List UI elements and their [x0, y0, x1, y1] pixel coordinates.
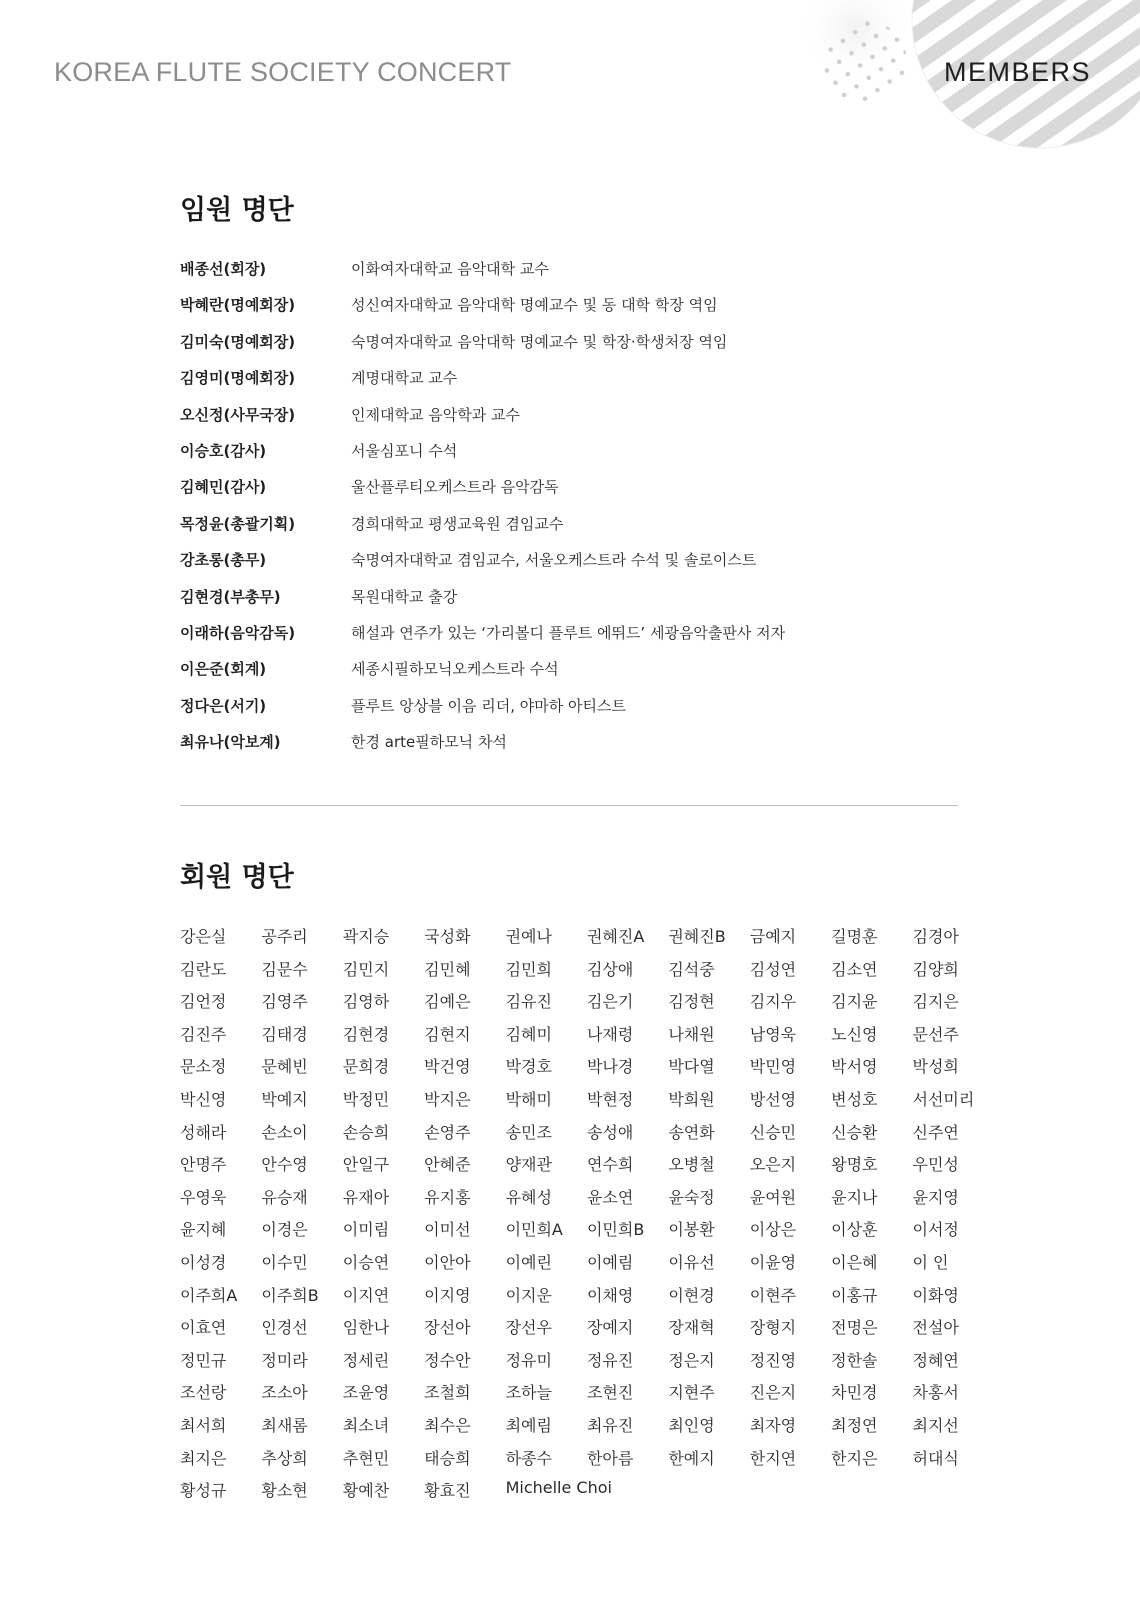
member-name: 황성규 [180, 1481, 227, 1501]
member-name: 정수안 [424, 1350, 471, 1370]
officer-name: 배종선(회장) [180, 260, 267, 278]
member-name: 한지은 [831, 1448, 878, 1468]
officer-row [180, 658, 1000, 694]
member-name: 윤숙정 [668, 1187, 715, 1207]
member-name: 박예지 [261, 1089, 308, 1109]
member-name: 박건영 [424, 1057, 471, 1077]
member-name: 길명훈 [831, 927, 878, 946]
member-name: 국성화 [424, 927, 471, 946]
member-name: 우민성 [912, 1155, 959, 1175]
officer-role: 목원대학교 출강 [351, 587, 458, 606]
member-name: 방선영 [749, 1089, 797, 1109]
member-name: 오은지 [749, 1155, 797, 1175]
member-name: 유재아 [342, 1187, 390, 1207]
officer-row [180, 731, 1000, 767]
member-name: 김민희 [505, 959, 552, 979]
member-name: 김란도 [180, 959, 227, 979]
member-name: 김영하 [342, 992, 390, 1012]
officer-name: 오신정(사무국장) [180, 405, 296, 424]
member-name: 권혜진A [586, 927, 645, 946]
section-tag: MEMBERS [944, 57, 1092, 87]
member-name: 정진영 [749, 1350, 797, 1370]
section-divider [180, 805, 958, 806]
member-name: 최예림 [505, 1415, 552, 1435]
member-name: 정혜연 [912, 1350, 959, 1370]
member-name: 최수은 [424, 1415, 471, 1435]
member-name: 박민영 [749, 1057, 797, 1077]
member-name: 이안아 [424, 1252, 471, 1272]
member-name: 박현정 [586, 1089, 634, 1109]
officer-name: 이래하(음악감독) [180, 623, 296, 642]
officer-row [180, 476, 1000, 512]
member-name: 이채영 [586, 1285, 634, 1305]
members-heading: 회원 명단 [180, 862, 294, 893]
member-name: 이지운 [505, 1285, 552, 1305]
officer-row [180, 695, 1000, 731]
officers-heading: 임원 명단 [180, 195, 294, 226]
member-name: 이유선 [668, 1252, 715, 1272]
member-name: 윤지나 [831, 1187, 878, 1207]
member-name: 전명은 [831, 1318, 878, 1338]
member-name: 유혜성 [505, 1187, 552, 1207]
member-name: 최자영 [749, 1415, 797, 1435]
member-name: 장형지 [749, 1318, 797, 1338]
member-name: 곽지승 [342, 927, 390, 946]
member-name: 우영욱 [180, 1187, 227, 1207]
member-name: 이봉환 [668, 1220, 715, 1240]
member-name: 변성호 [831, 1089, 878, 1109]
member-name: 김지은 [912, 992, 959, 1012]
officer-role: 서울심포니 수석 [351, 441, 458, 460]
member-name: 최새롬 [261, 1415, 308, 1435]
member-name: 윤소연 [586, 1187, 634, 1207]
member-name: 박지은 [424, 1089, 471, 1109]
page-header [0, 0, 1140, 150]
member-name: 조윤영 [342, 1383, 390, 1403]
member-name: 차민경 [831, 1383, 878, 1403]
member-name: 김혜미 [505, 1024, 552, 1044]
member-name: 김현경 [342, 1024, 390, 1044]
member-name: 조하늘 [505, 1383, 552, 1403]
member-name: 박경호 [505, 1057, 552, 1077]
member-name: 송성애 [586, 1122, 634, 1142]
member-name: 김문수 [261, 959, 308, 979]
member-name: 정한솔 [831, 1350, 878, 1370]
member-name: 공주리 [261, 927, 308, 946]
member-name: 이현경 [668, 1285, 715, 1305]
member-name: 차홍서 [912, 1383, 959, 1403]
member-name: 나채원 [668, 1024, 715, 1044]
member-name: 박다열 [668, 1057, 715, 1077]
officer-row [180, 294, 1000, 330]
member-name: 손소이 [261, 1122, 308, 1142]
officer-row [180, 440, 1000, 476]
member-name: 한아름 [586, 1448, 634, 1468]
member-name: 윤지영 [912, 1187, 959, 1207]
officer-row [180, 258, 1000, 294]
member-name: 이상은 [749, 1220, 797, 1240]
member-name: 이상훈 [831, 1220, 878, 1240]
member-name: 이화영 [912, 1285, 959, 1305]
member-name: 이주희A [180, 1285, 238, 1305]
officer-role: 성신여자대학교 음악대학 명예교수 및 동 대학 학장 역임 [351, 296, 718, 315]
officer-role: 계명대학교 교수 [351, 369, 458, 388]
concert-title: KOREA FLUTE SOCIETY CONCERT [54, 57, 512, 87]
officer-role: 울산플루티오케스트라 음악감독 [351, 478, 559, 497]
member-name: 전설아 [912, 1318, 959, 1338]
member-name: 정유진 [586, 1350, 634, 1370]
officer-name: 김현경(부총무) [180, 587, 281, 606]
member-name: 오병철 [668, 1155, 715, 1175]
officer-name: 박혜란(명예회장) [180, 296, 296, 315]
member-name: 최지은 [180, 1448, 227, 1468]
member-name: 김영주 [261, 992, 308, 1012]
member-name: 서선미리 [912, 1089, 975, 1109]
member-name: 인경선 [261, 1318, 308, 1338]
member-name: 안명주 [180, 1155, 227, 1175]
officer-role: 숙명여자대학교 겸임교수, 서울오케스트라 수석 및 솔로이스트 [351, 551, 757, 570]
member-name: 정은지 [668, 1350, 715, 1370]
member-name: 김양희 [912, 959, 959, 979]
member-name: 이지연 [342, 1285, 390, 1305]
member-name: 이승연 [342, 1252, 390, 1272]
officer-name: 최유나(악보계) [180, 733, 281, 752]
member-name: 손승희 [342, 1122, 390, 1142]
member-name: 박해미 [505, 1089, 552, 1109]
member-name: 김정현 [668, 992, 715, 1012]
member-name: 김지우 [749, 992, 797, 1012]
member-name: 신승환 [831, 1122, 878, 1142]
officer-name: 김미숙(명예회장) [180, 332, 296, 351]
member-name: 김진주 [180, 1024, 227, 1044]
member-name: 문선주 [912, 1024, 959, 1044]
member-name: 최소녀 [342, 1415, 390, 1435]
member-name: 조현진 [586, 1383, 634, 1403]
member-name: 장예지 [586, 1318, 634, 1338]
officer-role: 해설과 연주가 있는 ‘가리볼디 플루트 에뛰드’ 세광음악출판사 저자 [351, 623, 786, 642]
member-name: 박정민 [342, 1089, 390, 1109]
member-name: 김성연 [749, 959, 797, 979]
officer-row [180, 367, 1000, 403]
member-name: 김태경 [261, 1024, 308, 1044]
member-name: 이 인 [912, 1252, 949, 1272]
member-name: 조철희 [424, 1383, 471, 1403]
member-name: 한지연 [749, 1448, 797, 1468]
member-name: 강은실 [180, 927, 227, 946]
member-name: 송연화 [668, 1122, 715, 1142]
member-name: 이현주 [749, 1285, 797, 1305]
member-name: 송민조 [505, 1122, 552, 1142]
member-name: 안혜준 [424, 1155, 471, 1175]
member-name: 한예지 [668, 1448, 715, 1468]
member-name: 문소정 [180, 1057, 227, 1077]
member-name: 박희원 [668, 1089, 715, 1109]
member-name: 문희경 [342, 1057, 390, 1077]
member-name: 노신영 [831, 1024, 878, 1044]
member-name: 금예지 [749, 927, 797, 946]
member-name: 허대식 [912, 1448, 959, 1468]
member-name: 장재혁 [668, 1318, 715, 1338]
member-name: 김예은 [424, 992, 471, 1012]
member-name: 김현지 [424, 1024, 471, 1044]
officer-name: 목정윤(총괄기획) [180, 514, 296, 533]
member-name: 정유미 [505, 1350, 552, 1370]
member-name: 김상애 [586, 959, 634, 979]
officer-role: 이화여자대학교 음악대학 교수 [351, 260, 549, 278]
member-name: 조소아 [261, 1383, 308, 1403]
member-name: 최정연 [831, 1415, 878, 1435]
member-name: 유지홍 [424, 1187, 471, 1207]
member-name: 성해라 [180, 1122, 227, 1142]
member-name: 신승민 [749, 1122, 797, 1142]
member-name: 이서정 [912, 1220, 959, 1240]
officer-name: 강초롱(총무) [180, 551, 267, 570]
member-name: 추상희 [261, 1448, 308, 1468]
member-name: 왕명호 [831, 1155, 878, 1175]
member-name: 진은지 [749, 1383, 797, 1403]
member-name: 김언정 [180, 992, 227, 1012]
member-name: 권혜진B [668, 927, 726, 946]
officer-role: 세종시필하모닉오케스트라 수석 [351, 660, 559, 679]
member-name: 임한나 [342, 1318, 390, 1338]
member-name: 박신영 [180, 1089, 227, 1109]
member-name: 이미림 [342, 1220, 390, 1240]
member-name: 정민규 [180, 1350, 227, 1370]
officer-row [180, 549, 1000, 585]
officer-list [180, 258, 1000, 767]
member-name: 김은기 [586, 992, 634, 1012]
member-name: 태승희 [424, 1448, 471, 1468]
member-name: 안수영 [261, 1155, 308, 1175]
member-name: 권예나 [505, 927, 552, 946]
member-name: 김석중 [668, 959, 715, 979]
member-name: 장선우 [505, 1318, 552, 1338]
member-name: 최인영 [668, 1415, 715, 1435]
officer-name: 이은준(회계) [180, 660, 267, 679]
member-name: 황예찬 [342, 1481, 390, 1501]
member-name: 이민희B [586, 1220, 645, 1240]
officer-row [180, 331, 1000, 367]
member-name: 정미라 [261, 1350, 308, 1370]
officer-role: 경희대학교 평생교육원 겸임교수 [351, 514, 564, 533]
officer-name: 김혜민(감사) [180, 478, 267, 497]
member-name: 김지윤 [831, 992, 878, 1012]
member-name: 유승재 [261, 1187, 308, 1207]
officer-row [180, 513, 1000, 549]
member-name: 이민희A [505, 1220, 563, 1240]
member-name: 이미선 [424, 1220, 471, 1240]
member-name: 이예림 [586, 1252, 634, 1272]
member-name: 이경은 [261, 1220, 308, 1240]
member-name: 윤지혜 [180, 1220, 227, 1240]
member-name: 이수민 [261, 1252, 308, 1272]
officer-role: 숙명여자대학교 음악대학 명예교수 및 학장·학생처장 역임 [351, 332, 728, 351]
officer-name: 이승호(감사) [180, 441, 267, 460]
member-name: 이예린 [505, 1252, 552, 1272]
officer-role: 플루트 앙상블 이음 리더, 야마하 아티스트 [351, 696, 626, 715]
member-name: 김민지 [342, 959, 390, 979]
member-name: 남영욱 [749, 1024, 797, 1044]
member-name: 정세린 [342, 1350, 390, 1370]
officer-name: 김영미(명예회장) [180, 369, 296, 388]
member-name: 지현주 [668, 1383, 715, 1403]
member-name: 김소연 [831, 959, 878, 979]
officer-row [180, 404, 1000, 440]
member-name: 김경아 [912, 927, 959, 946]
member-name: 최서희 [180, 1415, 227, 1435]
officer-row [180, 586, 1000, 622]
officer-row [180, 622, 1000, 658]
member-name: 조선랑 [180, 1383, 227, 1403]
member-name: 추현민 [342, 1448, 390, 1468]
member-name: 안일구 [342, 1155, 390, 1175]
member-name: 하종수 [505, 1448, 552, 1468]
member-name: 박성희 [912, 1057, 959, 1077]
member-name: 이윤영 [749, 1252, 797, 1272]
member-name: 이주희B [261, 1285, 319, 1305]
member-name: 최지선 [912, 1415, 959, 1435]
member-name: 나재령 [586, 1024, 634, 1044]
member-name: 김유진 [505, 992, 552, 1012]
member-name: 이지영 [424, 1285, 471, 1305]
member-name: 이효연 [180, 1318, 227, 1338]
member-name: 박서영 [831, 1057, 878, 1077]
member-name: 이은혜 [831, 1252, 878, 1272]
member-name: 이성경 [180, 1252, 227, 1272]
member-name: 장선아 [424, 1318, 471, 1338]
officer-role: 한경 arte필하모닉 차석 [351, 733, 507, 752]
member-name: 황효진 [424, 1481, 471, 1501]
member-name: 신주연 [912, 1122, 959, 1142]
member-name: 연수희 [586, 1155, 634, 1175]
member-name: 김민혜 [424, 959, 471, 979]
member-name: 손영주 [424, 1122, 471, 1142]
officer-name: 정다은(서기) [180, 696, 267, 715]
member-grid [180, 924, 1010, 1511]
member-name: 윤여원 [749, 1187, 797, 1207]
member-name: 양재관 [505, 1155, 552, 1175]
member-name: Michelle Choi [505, 1478, 612, 1498]
member-name: 최유진 [586, 1415, 634, 1435]
officer-role: 인제대학교 음악학과 교수 [351, 405, 520, 424]
member-name: 문혜빈 [261, 1057, 308, 1077]
member-name: 박나경 [586, 1057, 634, 1077]
member-name: 황소현 [261, 1481, 308, 1501]
member-name: 이홍규 [831, 1285, 878, 1305]
